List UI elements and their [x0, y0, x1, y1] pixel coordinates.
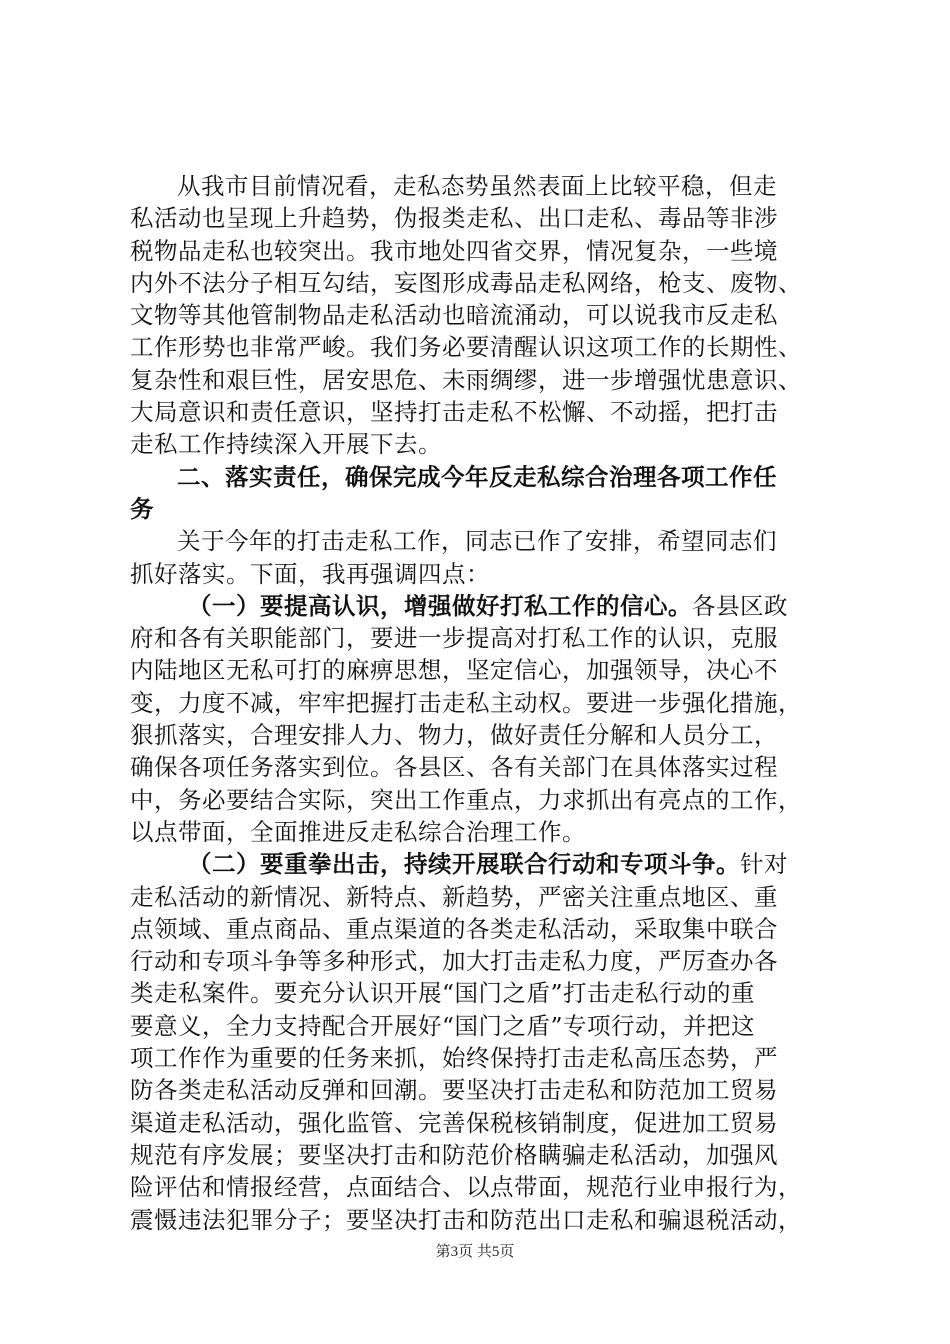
page-number-footer: 第3页 共5页 — [435, 1244, 515, 1260]
item-1-first-tail: 各县区政 — [692, 591, 788, 620]
item-1-line: 狠抓落实，合理安排人力、物力，做好责任分解和人员分工， — [130, 721, 778, 750]
item-1-line: 确保各项任务落实到位。各县区、各有关部门在具体落实过程 — [130, 753, 778, 782]
item-2-line: 类走私案件。要充分认识开展“国门之盾”打击走私行动的重 — [130, 979, 756, 1008]
paragraph-1-line: 走私工作持续深入开展下去。 — [130, 430, 442, 459]
paragraph-1-line: 内外不法分子相互勾结，妄图形成毒品走私网络，枪支、废物、 — [130, 268, 802, 297]
item-1-line: 府和各有关职能部门，要进一步提高对打私工作的认识，克服 — [130, 624, 778, 653]
paragraph-1-line: 从我市目前情况看，走私态势虽然表面上比较平稳，但走 — [177, 172, 777, 200]
item-2-line: 防各类走私活动反弹和回潮。要坚决打击走私和防范加工贸易 — [130, 1076, 778, 1105]
item-2-line: 走私活动的新情况、新特点、新趋势，严密关注重点地区、重 — [130, 882, 778, 911]
item-2-line: 震慑违法犯罪分子；要坚决打击和防范出口走私和骗退税活动， — [130, 1205, 802, 1234]
item-1-title: （一）要提高认识，增强做好打私工作的信心。 — [188, 591, 692, 620]
item-2-line: 行动和专项斗争等多种形式，加大打击走私力度，严厉查办各 — [130, 947, 778, 976]
item-2-line: 要意义，全力支持配合开展好“国门之盾”专项行动，并把这 — [130, 1011, 756, 1040]
paragraph-2-line: 抓好落实。下面，我再强调四点： — [130, 559, 490, 588]
item-2-line: 规范有序发展；要坚决打击和防范价格瞒骗走私活动，加强风 — [130, 1140, 778, 1169]
item-2-line: 项工作作为重要的任务来抓，始终保持打击走私高压态势，严 — [130, 1044, 778, 1073]
document-page — [130, 170, 830, 1236]
item-2-title: （二）要重拳出击，持续开展联合行动和专项斗争。 — [188, 850, 740, 879]
paragraph-2-line: 关于今年的打击走私工作，同志已作了安排，希望同志们 — [177, 527, 777, 556]
item-2-line: 点领域、重点商品、重点渠道的各类走私活动，采取集中联合 — [130, 914, 778, 943]
paragraph-1-line: 大局意识和责任意识，坚持打击走私不松懈、不动摇，把打击 — [130, 398, 778, 427]
item-2-first-line — [130, 848, 830, 880]
section-heading-line: 务 — [130, 494, 154, 523]
item-1-line: 内陆地区无私可打的麻痹思想，坚定信心，加强领导，决心不 — [130, 656, 778, 685]
paragraph-1-line: 税物品走私也较突出。我市地处四省交界，情况复杂，一些境 — [130, 236, 778, 265]
paragraph-1-line: 私活动也呈现上升趋势，伪报类走私、出口走私、毒品等非涉 — [130, 204, 778, 233]
paragraph-1-line: 文物等其他管制物品走私活动也暗流涌动，可以说我市反走私 — [130, 301, 778, 330]
item-1-line: 中，务必要结合实际，突出工作重点，力求抓出有亮点的工作， — [130, 785, 802, 814]
item-2-line: 渠道走私活动，强化监管、完善保税核销制度，促进加工贸易 — [130, 1108, 778, 1137]
item-2-first-tail: 针对 — [740, 850, 788, 879]
item-1-line: 变，力度不减，牢牢把握打击走私主动权。要进一步强化措施， — [130, 688, 802, 717]
section-heading-line: 二、落实责任，确保完成今年反走私综合治理各项工作任 — [177, 462, 777, 491]
item-1-line: 以点带面，全面推进反走私综合治理工作。 — [130, 817, 586, 846]
item-1-first-line — [130, 590, 830, 622]
item-2-line: 险评估和情报经营，点面结合、以点带面，规范行业申报行为， — [130, 1173, 802, 1202]
paragraph-1-line: 工作形势也非常严峻。我们务必要清醒认识这项工作的长期性、 — [130, 333, 802, 362]
paragraph-1-line: 复杂性和艰巨性，居安思危、未雨绸缪，进一步增强忧患意识、 — [130, 365, 802, 394]
